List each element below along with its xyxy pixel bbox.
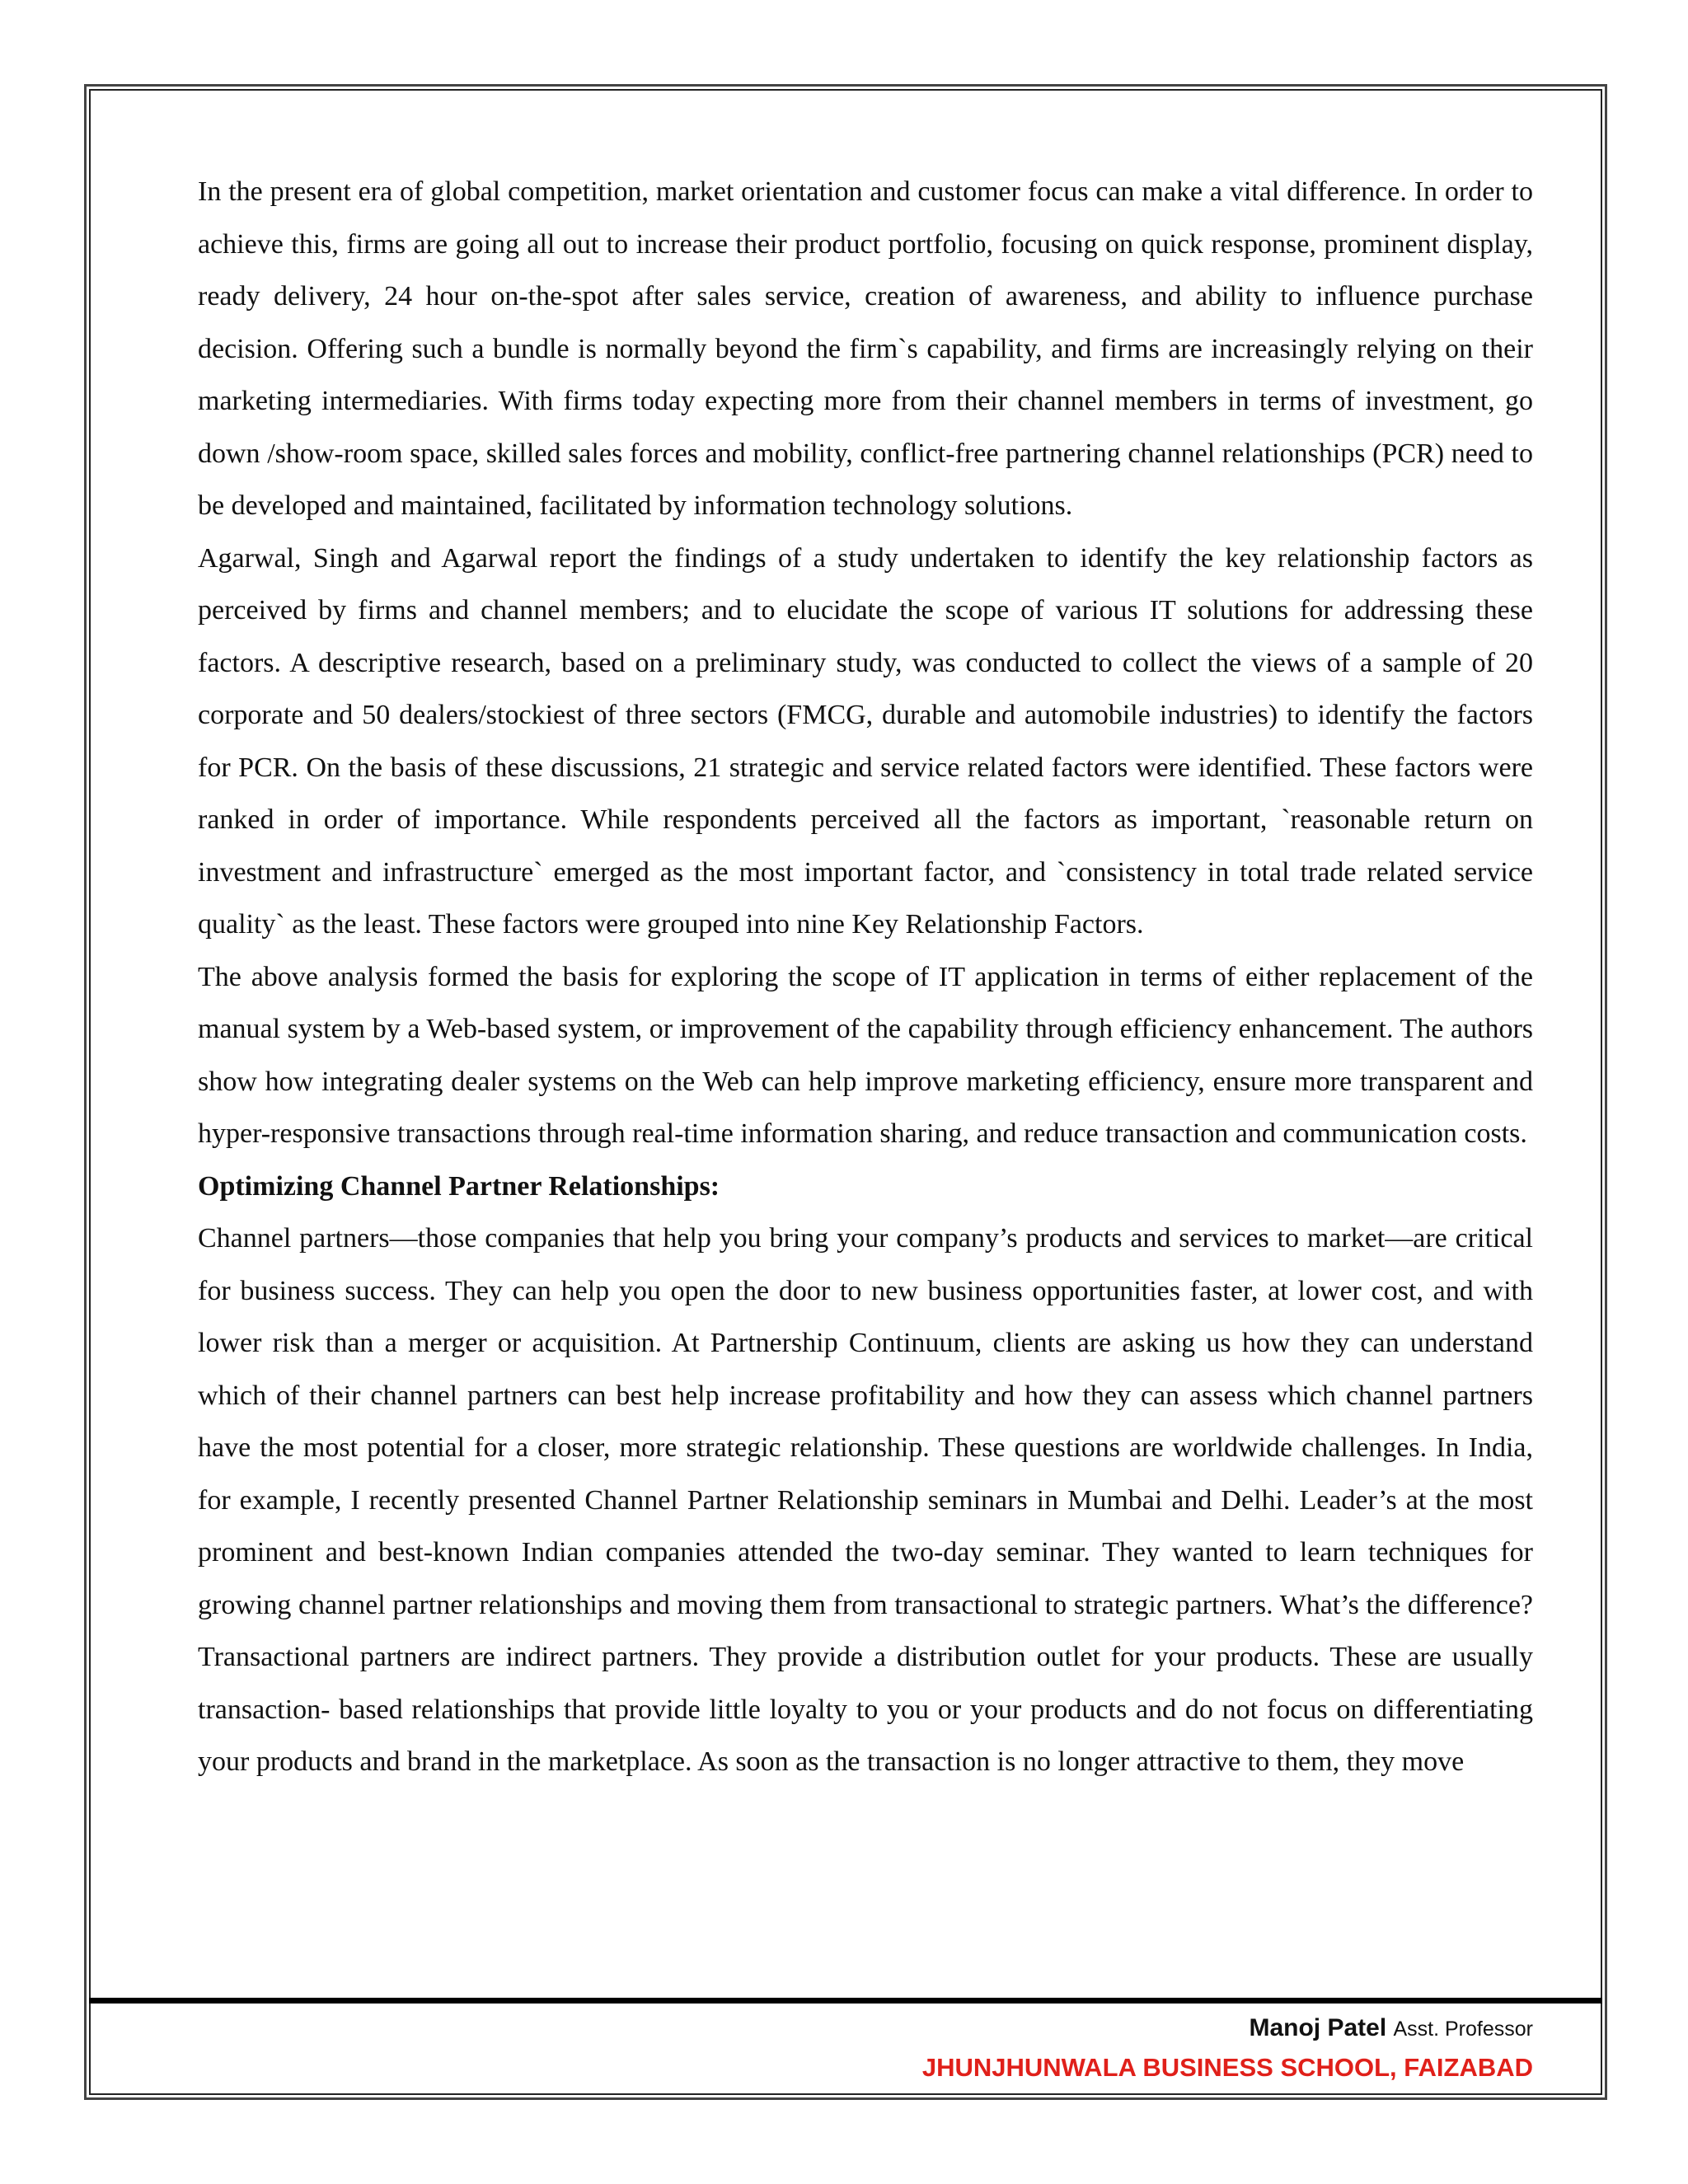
body-paragraph-2: Agarwal, Singh and Agarwal report the findings of a study undertaken to identify the key relationship factors as perceived by firms and channel members; and to elucidate the scope of various IT solutions for addressing these factors. A descriptive research, based on a preliminary study, was conducted to collect the views of a sample of 20 corporate and 50 dealers/stockiest of three sectors (FMCG, durable and automobile industries) to identify the factors for PCR. On the basis of these discussions, 21 strategic and service related factors were identified. These factors were ranked in order of importance. While respondents perceived all the factors as important, `reasonable return on investment and infrastructure` emerged as the most important factor, and `consistency in total trade related service quality` as the least. These factors were grouped into nine Key Relationship Factors. bbox=[198, 542, 1533, 940]
section-heading: Optimizing Channel Partner Relationships: bbox=[198, 1170, 720, 1202]
document-body bbox=[198, 166, 1533, 1788]
author-title: Asst. Professor bbox=[1393, 2018, 1533, 2041]
section-paragraph: Channel partners—those companies that help you bring your company’s products and services to market—are critical for business success. They can help you open the door to new business opportunities faster, at lower cost, and with lower risk than a merger or acquisition. At Partnership Continuum, clients are asking us how they can understand which of their channel partners can best help increase profitability and how they can assess which channel partners have the most potential for a closer, more strategic relationship. These questions are worldwide challenges. In India, for example, I recently presented Channel Partner Relationship seminars in Mumbai and Delhi. Leader’s at the most prominent and best-known Indian companies attended the two-day seminar. They wanted to learn techniques for growing channel partner relationships and moving them from transactional to strategic partners. What’s the difference? Transactional partners are indirect partners. They provide a distribution outlet for your products. These are usually transaction- based relationships that provide little loyalty to you or your products and do not focus on differentiating your products and brand in the marketplace. As soon as the transaction is no longer attractive to them, they move bbox=[198, 1223, 1533, 1777]
author-name: Manoj Patel bbox=[1249, 2014, 1387, 2041]
author-line bbox=[922, 2008, 1533, 2050]
body-paragraph-1: In the present era of global competition, market orientation and customer focus can make a vital difference. In order to achieve this, firms are going all out to increase their product portfolio, focusing on quick response, prominent display, ready delivery, 24 hour on-the-spot after sales service, creation of awareness, and ability to influence purchase decision. Offering such a bundle is normally beyond the firm`s capability, and firms are increasingly relying on their marketing intermediaries. With firms today expecting more from their channel members in terms of investment, go down /show-room space, skilled sales forces and mobility, conflict-free partnering channel relationships (PCR) need to be developed and maintained, facilitated by information technology solutions. bbox=[198, 176, 1533, 521]
body-paragraph-3: The above analysis formed the basis for exploring the scope of IT application in terms of either replacement of the manual system by a Web-based system, or improvement of the capability through efficiency enhancement. The authors show how integrating dealer systems on the Web can help improve marketing efficiency, ensure more transparent and hyper-responsive transactions through real-time information sharing, and reduce transaction and communication costs. bbox=[198, 961, 1533, 1149]
footer-divider bbox=[89, 1998, 1602, 2004]
page-footer bbox=[922, 2008, 1533, 2086]
school-name: JHUNJHUNWALA BUSINESS SCHOOL, FAIZABAD bbox=[921, 2053, 1533, 2082]
